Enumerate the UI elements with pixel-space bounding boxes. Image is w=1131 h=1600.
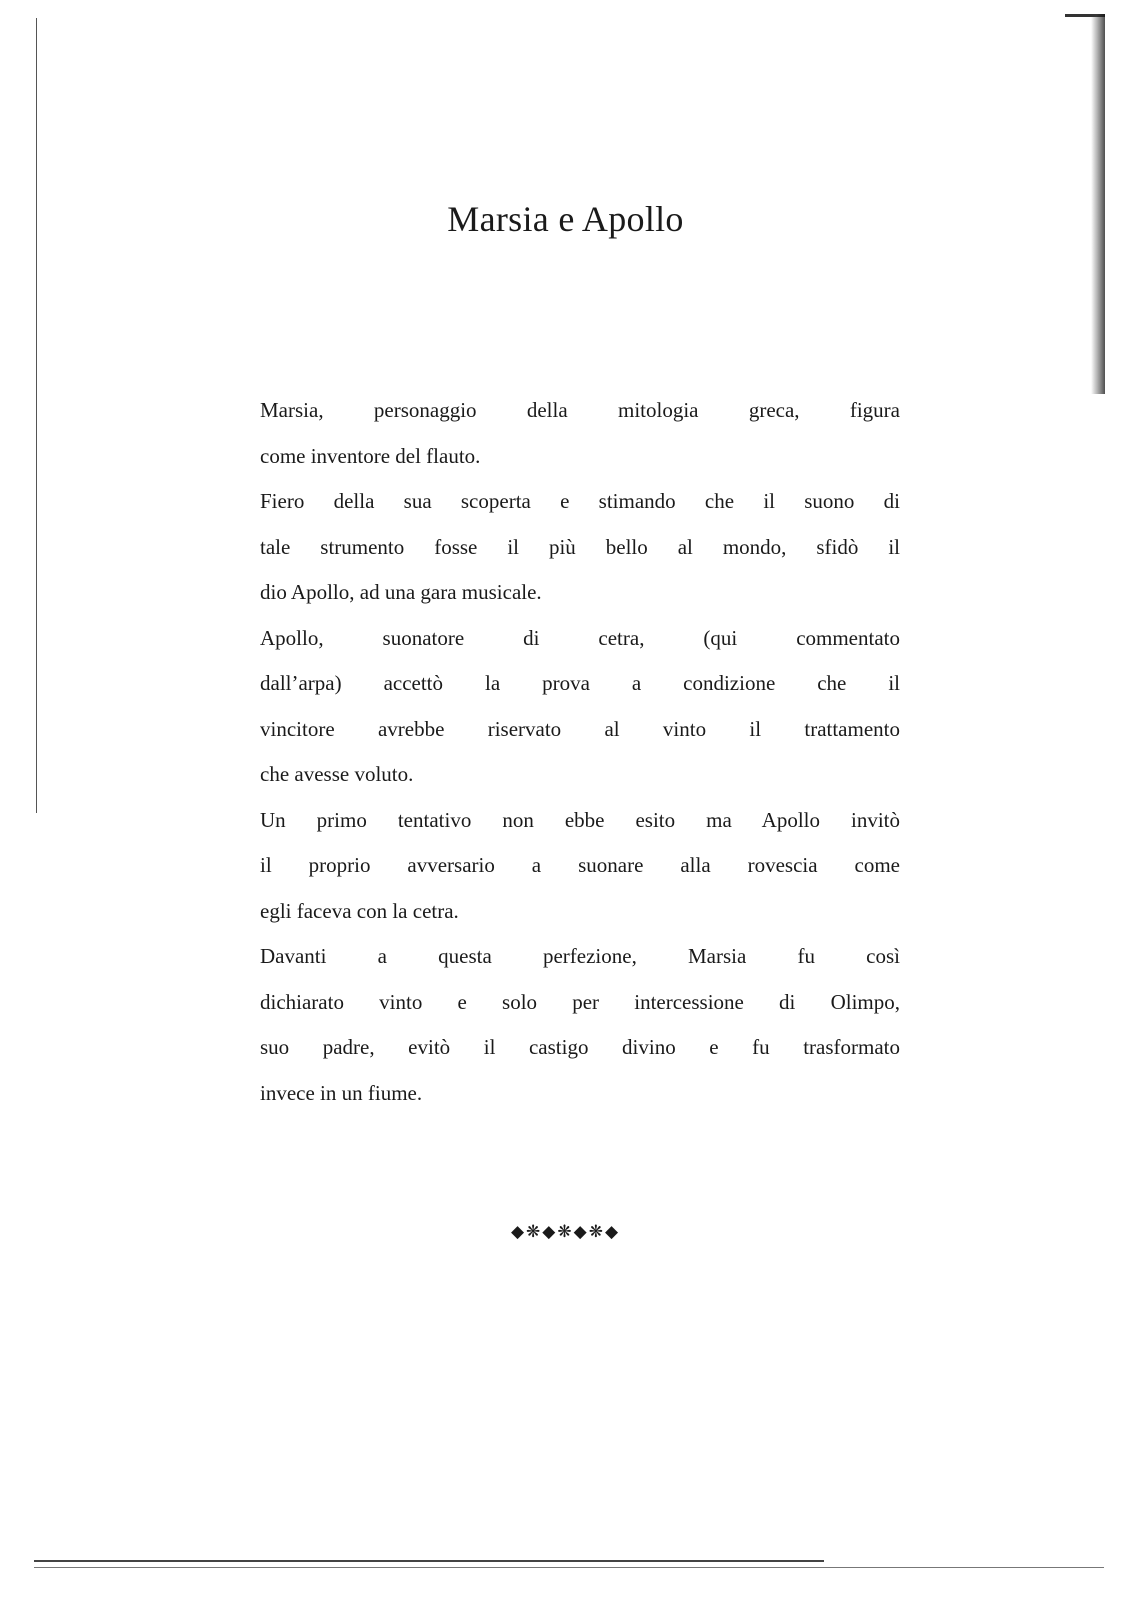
text-line: il proprio avversario a suonare alla rovescia come bbox=[260, 853, 900, 877]
ornament-divider: ◆❋◆❋◆❋◆ bbox=[510, 1222, 621, 1242]
bottom-rule-thin bbox=[34, 1567, 1104, 1568]
text-line: invece in un fiume. bbox=[260, 1080, 423, 1105]
text-line: Un primo tentativo non ebbe esito ma Apollo invitò bbox=[260, 807, 900, 832]
text-line: vincitore avrebbe riservato al vinto il trattamento bbox=[260, 716, 900, 741]
text-line: dichiarato vinto e solo per intercessione di Olimpo, bbox=[260, 989, 900, 1014]
text-line: tale strumento fosse il più bello al mondo, sfidò il bbox=[260, 534, 900, 559]
bottom-rule bbox=[34, 1560, 824, 1562]
text-line: suo padre, evitò il castigo divino e fu trasformato bbox=[260, 1035, 900, 1059]
text-line: dio Apollo, ad una gara musicale. bbox=[260, 580, 542, 604]
text-line: Marsia, personaggio della mitologia greca, figura bbox=[260, 398, 900, 422]
text-line: Davanti a questa perfezione, Marsia fu così bbox=[260, 944, 900, 968]
body-text bbox=[260, 388, 900, 1116]
text-line: Apollo, suonatore di cetra, (qui commentato bbox=[260, 625, 900, 650]
text-line: egli faceva con la cetra. bbox=[260, 898, 459, 923]
left-margin-rule bbox=[36, 18, 37, 813]
text-line: Fiero della sua scoperta e stimando che il suono di bbox=[260, 489, 900, 513]
text-line: come inventore del flauto. bbox=[260, 443, 481, 468]
text-line: che avesse voluto. bbox=[260, 762, 414, 786]
page-title: Marsia e Apollo bbox=[447, 199, 684, 239]
text-line: dall’arpa) accettò la prova a condizione che il bbox=[260, 671, 900, 695]
